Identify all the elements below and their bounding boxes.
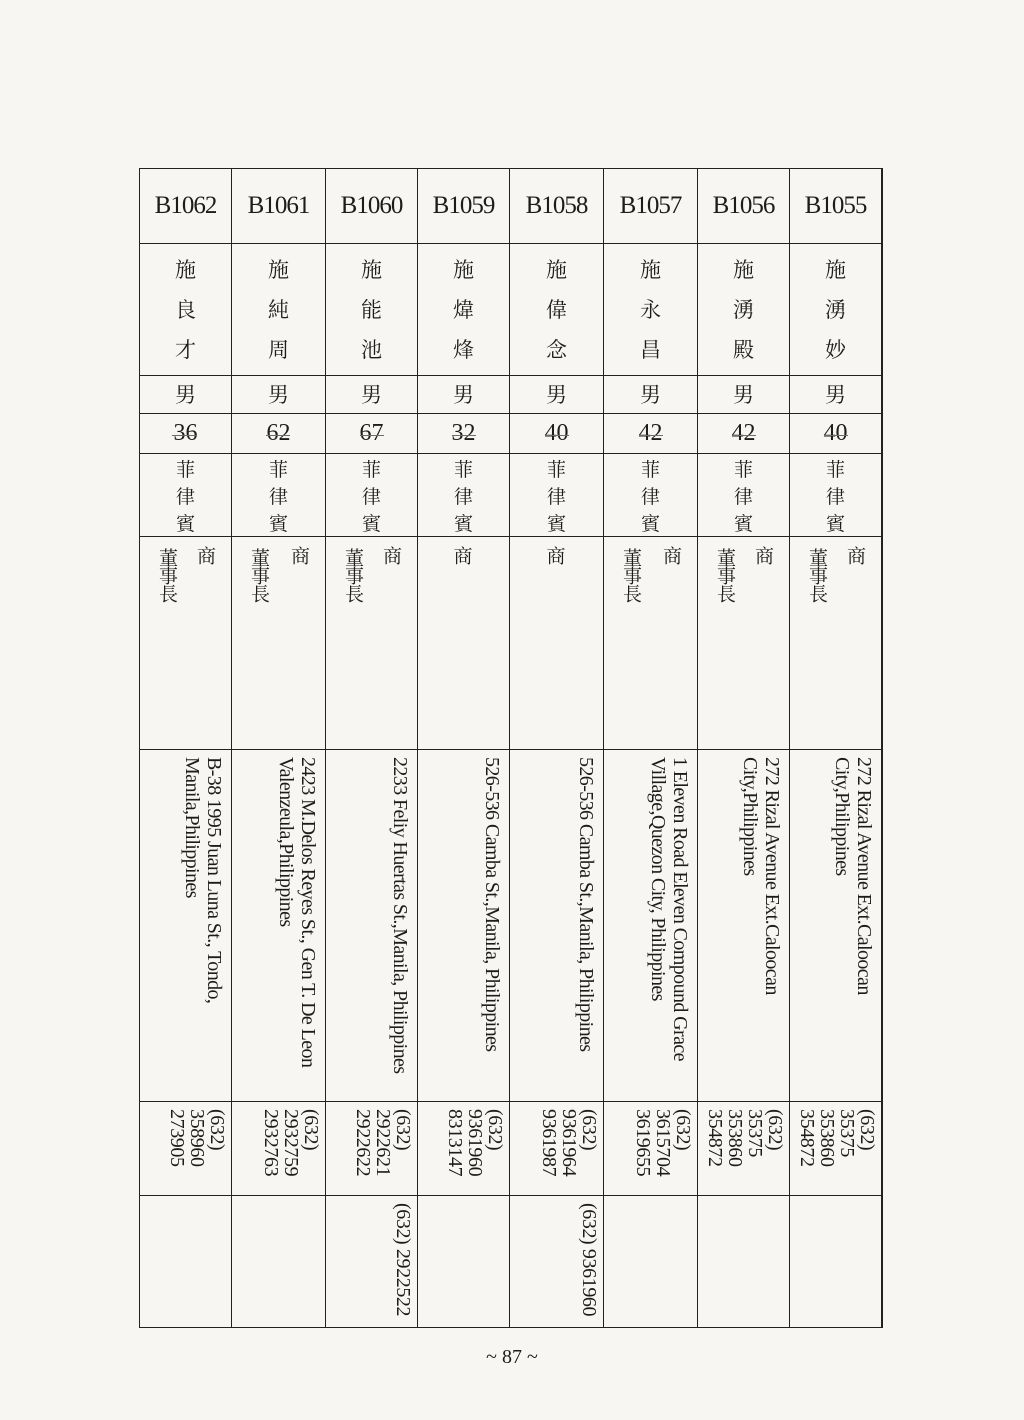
phone-primary: (632) 9361964 9361987 — [538, 1109, 600, 1177]
occupation-label: 商 — [543, 546, 566, 565]
table-column — [790, 169, 882, 1327]
job-title: 董事長 — [620, 548, 642, 602]
job-title: 董事長 — [714, 548, 736, 602]
phone-secondary — [698, 1195, 789, 1329]
gender: 男 — [361, 383, 382, 407]
record-id: B1061 — [247, 192, 310, 219]
phone-primary: (632) 35375 353860 354872 — [796, 1109, 878, 1167]
occupation — [698, 536, 789, 749]
occupation — [604, 536, 697, 749]
occupation-label: 商 — [194, 546, 216, 565]
row-divider — [140, 1195, 882, 1196]
red-strike-mark — [824, 435, 848, 436]
table-column — [510, 169, 604, 1327]
gender: 男 — [640, 383, 661, 407]
record-id: B1062 — [154, 192, 217, 219]
job-title: 董事長 — [342, 548, 364, 602]
phone-secondary — [140, 1195, 231, 1329]
person-name: 施 湧 殿 — [733, 258, 754, 362]
red-strike-mark — [266, 435, 290, 436]
phone-secondary: (632) 9361960 — [578, 1203, 600, 1317]
occupation-label: 商 — [660, 546, 682, 565]
age: 40 — [544, 419, 569, 446]
job-title: 董事長 — [156, 548, 178, 602]
phone-secondary — [232, 1195, 325, 1329]
age: 32 — [451, 419, 476, 446]
occupation-label: 商 — [450, 546, 473, 565]
occupation-label: 商 — [752, 546, 774, 565]
red-strike-mark — [545, 435, 569, 436]
nationality: 菲 律 賓 — [453, 459, 473, 535]
record-id: B1056 — [712, 192, 775, 219]
gender: 男 — [268, 383, 289, 407]
person-name: 施 良 才 — [175, 258, 196, 362]
person-name: 施 偉 念 — [546, 258, 567, 362]
occupation-label: 商 — [380, 546, 402, 565]
table-column — [418, 169, 510, 1327]
red-strike-mark — [639, 435, 663, 436]
person-name: 施 湧 妙 — [825, 258, 846, 362]
record-id: B1057 — [619, 192, 682, 219]
row-divider — [140, 536, 882, 537]
phone-secondary — [604, 1195, 697, 1329]
phone-primary: (632) 35375 353860 354872 — [704, 1109, 786, 1167]
address: 526-536 Camba St.,Manila, Philippines — [575, 757, 597, 1052]
phone-primary: (632) 358960 273905 — [166, 1109, 228, 1167]
table-column — [698, 169, 790, 1327]
job-title: 董事長 — [806, 548, 828, 602]
occupation — [790, 536, 881, 749]
red-strike-mark — [360, 435, 384, 436]
red-strike-mark — [452, 435, 476, 436]
age: 42 — [731, 419, 756, 446]
gender: 男 — [825, 383, 846, 407]
nationality: 菲 律 賓 — [361, 459, 381, 535]
nationality: 菲 律 賓 — [733, 459, 753, 535]
gender: 男 — [453, 383, 474, 407]
row-divider — [140, 749, 882, 750]
age: 67 — [359, 419, 384, 446]
occupation — [510, 536, 603, 749]
address: B-38 1995 Juan Luna St., Tondo, Manila,Philippines — [181, 757, 225, 1004]
row-divider — [140, 453, 882, 454]
registry-table — [139, 168, 883, 1328]
phone-primary: (632) 2922621 2922622 — [352, 1109, 414, 1177]
table-column — [232, 169, 326, 1327]
table-column — [604, 169, 698, 1327]
table-column — [326, 169, 418, 1327]
phone-primary: (632) 9361960 8313147 — [444, 1109, 506, 1177]
person-name: 施 純 周 — [268, 258, 289, 362]
red-strike-mark — [172, 435, 196, 436]
occupation-label: 商 — [288, 546, 310, 565]
table-column — [140, 169, 232, 1327]
gender: 男 — [546, 383, 567, 407]
record-id: B1055 — [804, 192, 867, 219]
occupation — [232, 536, 325, 749]
phone-secondary: (632) 2922522 — [392, 1203, 414, 1317]
person-name: 施 煒 烽 — [453, 258, 474, 362]
nationality: 菲 律 賓 — [825, 459, 845, 535]
phone-primary: (632) 2932759 2932763 — [260, 1109, 322, 1177]
address: 526-536 Camba St.,Manila, Philippines — [481, 757, 503, 1052]
job-title: 董事長 — [248, 548, 270, 602]
address: 2423 M.Delos Reyes St., Gen T. De Leon Valenzeula,Philippines — [275, 757, 319, 1068]
age: 40 — [823, 419, 848, 446]
row-divider — [140, 375, 882, 376]
address: 272 Rizal Avenue Ext.Caloocan City,Philippines — [739, 757, 783, 995]
row-divider — [140, 1101, 882, 1102]
phone-secondary — [418, 1195, 509, 1329]
row-divider — [140, 243, 882, 244]
age: 42 — [638, 419, 663, 446]
nationality: 菲 律 賓 — [268, 459, 288, 535]
occupation-label: 商 — [844, 546, 866, 565]
address: 1 Eleven Road Eleven Compound Grace Village,Quezon City, Philippines — [647, 757, 691, 1061]
person-name: 施 永 昌 — [640, 258, 661, 362]
address: 2233 Feliy Huertas St.,Manila, Philippines — [389, 757, 411, 1074]
record-id: B1060 — [340, 192, 403, 219]
nationality: 菲 律 賓 — [175, 459, 195, 535]
nationality: 菲 律 賓 — [546, 459, 566, 535]
nationality: 菲 律 賓 — [640, 459, 660, 535]
phone-primary: (632) 3615704 3619655 — [632, 1109, 694, 1177]
record-id: B1059 — [432, 192, 495, 219]
address: 272 Rizal Avenue Ext.Caloocan City,Philippines — [831, 757, 875, 995]
occupation — [418, 536, 509, 749]
occupation — [140, 536, 231, 749]
person-name: 施 能 池 — [361, 258, 382, 362]
occupation — [326, 536, 417, 749]
age: 62 — [266, 419, 291, 446]
record-id: B1058 — [525, 192, 588, 219]
gender: 男 — [175, 383, 196, 407]
red-strike-mark — [732, 435, 756, 436]
row-divider — [140, 413, 882, 414]
page-number: ~ 87 ~ — [486, 1346, 538, 1368]
phone-secondary — [790, 1195, 881, 1329]
age: 36 — [173, 419, 198, 446]
gender: 男 — [733, 383, 754, 407]
